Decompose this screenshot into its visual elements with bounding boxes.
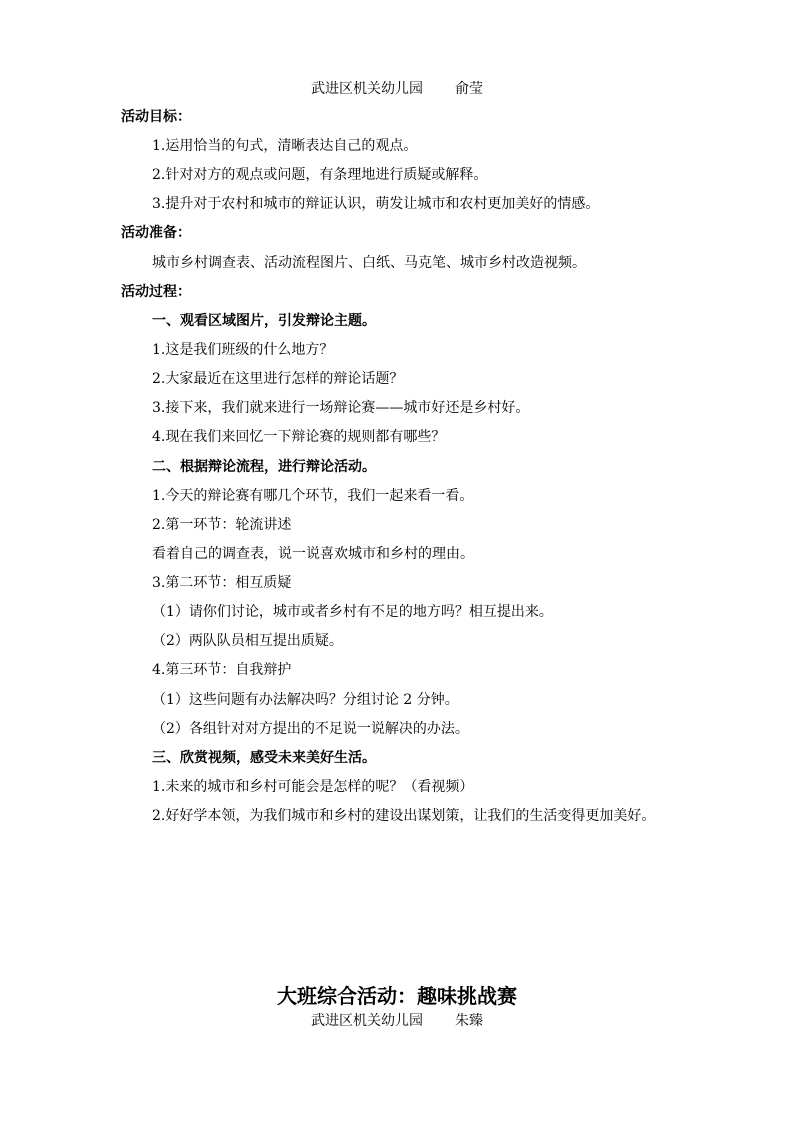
prep-heading: 活动准备： <box>121 225 191 241</box>
next-author: 朱臻 <box>455 1013 483 1029</box>
section-1-item-3: 3.接下来，我们就来进行一场辩论赛——城市好还是乡村好。 <box>152 400 530 416</box>
section-2-title: 二、根据辩论流程，进行辩论活动。 <box>152 459 376 475</box>
section-2-item-1: 1.今天的辩论赛有哪几个环节，我们一起来看一看。 <box>152 488 474 504</box>
next-school: 武进区机关幼儿园 <box>311 1013 423 1029</box>
goal-item-2: 2.针对对方的观点或问题，有条理地进行质疑或解释。 <box>152 167 488 183</box>
next-activity-byline <box>0 1010 794 1030</box>
goal-item-1: 1.运用恰当的句式，清晰表达自己的观点。 <box>152 138 418 154</box>
section-3-item-1: 1.未来的城市和乡村可能会是怎样的呢？（看视频） <box>152 779 474 795</box>
section-1-item-1: 1.这是我们班级的什么地方？ <box>152 342 334 358</box>
section-1-title: 一、观看区域图片，引发辩论主题。 <box>152 313 376 329</box>
section-2-item-4: 3.第二环节：相互质疑 <box>152 575 292 591</box>
header-byline <box>0 78 794 98</box>
section-2-item-7: 4.第三环节：自我辩护 <box>152 662 292 678</box>
goals-heading: 活动目标： <box>121 109 191 125</box>
process-heading: 活动过程： <box>121 284 191 300</box>
section-1-item-2: 2.大家最近在这里进行怎样的辩论话题？ <box>152 371 404 387</box>
section-2-item-3: 看着自己的调查表，说一说喜欢城市和乡村的理由。 <box>152 546 474 562</box>
prep-text: 城市乡村调查表、活动流程图片、白纸、马克笔、城市乡村改造视频。 <box>152 255 586 271</box>
header-school: 武进区机关幼儿园 <box>311 81 423 97</box>
section-2-item-8: （1）这些问题有办法解决吗？分组讨论 2 分钟。 <box>152 692 459 708</box>
goal-item-3: 3.提升对于农村和城市的辩证认识，萌发让城市和农村更加美好的情感。 <box>152 196 600 212</box>
section-2-item-9: （2）各组针对对方提出的不足说一说解决的办法。 <box>152 721 469 737</box>
section-2-item-2: 2.第一环节：轮流讲述 <box>152 517 292 533</box>
section-3-title: 三、欣赏视频，感受未来美好生活。 <box>152 750 376 766</box>
section-1-item-4: 4.现在我们来回忆一下辩论赛的规则都有哪些？ <box>152 429 446 445</box>
header-author: 俞莹 <box>455 81 483 97</box>
next-activity-title: 大班综合活动：趣味挑战赛 <box>277 984 517 1008</box>
section-2-item-5: （1）请你们讨论，城市或者乡村有不足的地方吗？相互提出来。 <box>152 604 553 620</box>
section-3-item-2: 2.好好学本领，为我们城市和乡村的建设出谋划策，让我们的生活变得更加美好。 <box>152 808 656 824</box>
section-2-item-6: （2）两队队员相互提出质疑。 <box>152 633 343 649</box>
